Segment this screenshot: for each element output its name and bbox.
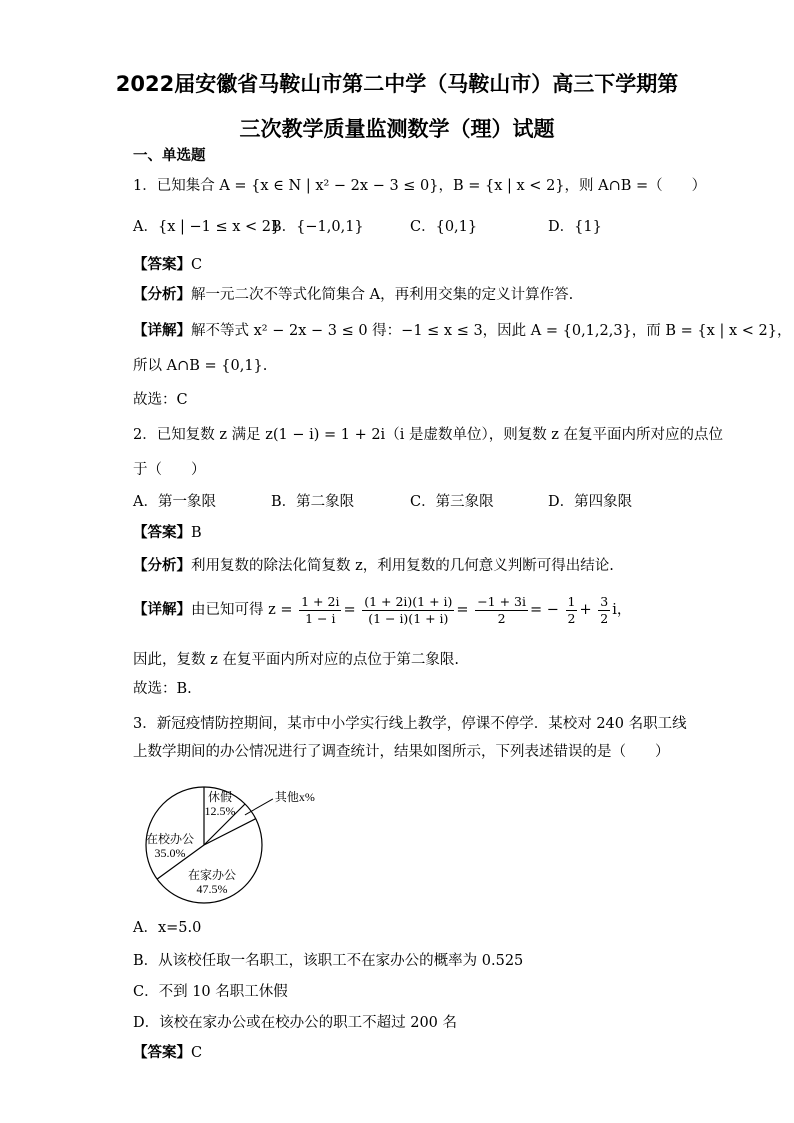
- q2-choose: 故选：B.: [133, 681, 192, 697]
- fraction-3: $\frac{-1 + 3i}{2}$: [477, 593, 526, 626]
- analysis-text: 解一元二次不等式化简集合 A，再利用交集的定义计算作答.: [191, 287, 574, 303]
- q3-stem-line2: 上数学期间的办公情况进行了调查统计，结果如图所示，下列表述错误的是（ ）: [133, 744, 670, 760]
- fraction-5: $\frac{3}{2}$: [600, 593, 609, 626]
- answer-tag: 【答案】: [133, 257, 191, 273]
- analysis-tag: 【分析】: [133, 287, 191, 303]
- fraction-2: $\frac{(1 + 2i)(1 + i)}{(1 - i)(1 + i)}$: [364, 593, 453, 626]
- pie-slice-boundary-2: [204, 819, 256, 845]
- office-pie-chart: [140, 765, 320, 915]
- pie-slice-name: 在家办公: [187, 868, 237, 882]
- q2-detail-line2: 因此，复数 z 在复平面内所对应的点位于第二象限.: [133, 652, 459, 668]
- q3-option-b: B．从该校任取一名职工，该职工不在家办公的概率为 0.525: [133, 953, 524, 969]
- q1-analysis: [133, 285, 573, 305]
- q3-answer: [133, 1043, 202, 1063]
- q2-stem-line2: 于（ ）: [133, 462, 206, 478]
- q3-option-c: C．不到 10 名职工休假: [133, 984, 288, 1000]
- q1-choose: 故选：C: [133, 392, 188, 408]
- q1-detail-line2: 所以 A∩B = {0,1}.: [133, 358, 268, 374]
- q2-analysis: [133, 556, 614, 576]
- fraction-1: $\frac{1 + 2i}{1 - i}$: [301, 593, 340, 626]
- pie-slice-name: 其他x%: [274, 789, 315, 804]
- q2-option-d: D．第四象限: [548, 494, 633, 510]
- answer-value: C: [191, 1045, 203, 1061]
- pie-slice-value: 12.5%: [204, 804, 236, 818]
- section-heading: 一、单选题: [133, 148, 206, 164]
- q3-stem-line1: 3．新冠疫情防控期间，某市中小学实行线上教学，停课不停学．某校对 240 名职工线: [133, 716, 687, 732]
- q1-stem: 1．已知集合 A = {x ∈ N | x² − 2x − 3 ≤ 0}，B = {x | x < 2}，则 A∩B =（ ）: [133, 178, 707, 194]
- doc-title-line1: 2022届安徽省马鞍山市第二中学（马鞍山市）高三下学期第: [115, 72, 679, 96]
- q1-option-c: C．{0,1}: [410, 219, 478, 235]
- q2-detail: 【详解】由已知可得 z = $\frac{1 + 2i}{1 - i}$ = $\frac{(1 + 2i)(1 + i)}{(1 - i)(1 + i)}$ = $\frac{-1 + 3i}{2}$ = − $\frac{1}{2}$ + $\frac{3}{2}$ i，: [133, 593, 632, 626]
- q1-option-b: B．{−1,0,1}: [271, 219, 364, 235]
- detail-text: 解不等式 x² − 2x − 3 ≤ 0 得：−1 ≤ x ≤ 3，因此 A = {0,1,2,3}，而 B = {x | x < 2}，: [191, 323, 792, 339]
- detail-tag: 【详解】: [133, 602, 191, 618]
- q3-option-d: D．该校在家办公或在校办公的职工不超过 200 名: [133, 1015, 458, 1031]
- q1-answer: [133, 255, 202, 275]
- answer-value: C: [191, 257, 203, 273]
- pie-callout-line: [245, 799, 273, 815]
- q2-option-b: B．第二象限: [271, 494, 355, 510]
- answer-tag: 【答案】: [133, 1045, 191, 1061]
- q1-detail: [133, 321, 791, 341]
- pie-slice-name: 休假: [207, 790, 233, 804]
- answer-value: B: [191, 525, 202, 541]
- answer-tag: 【答案】: [133, 525, 191, 541]
- fraction-4: $\frac{1}{2}$: [567, 593, 576, 626]
- q2-option-c: C．第三象限: [410, 494, 494, 510]
- doc-title-line2: 三次教学质量监测数学（理）试题: [239, 117, 555, 141]
- pie-slice-name: 在校办公: [145, 832, 195, 846]
- analysis-text: 利用复数的除法化简复数 z，利用复数的几何意义判断可得出结论.: [191, 558, 614, 574]
- q1-option-a: A．{x | −1 ≤ x < 2}: [133, 219, 281, 235]
- detail-tag: 【详解】: [133, 323, 191, 339]
- q2-stem-line1: 2．已知复数 z 满足 z(1 − i) = 1 + 2i（i 是虚数单位），则复数 z 在复平面内所对应的点位: [133, 427, 724, 443]
- q2-option-a: A．第一象限: [133, 494, 216, 510]
- analysis-tag: 【分析】: [133, 558, 191, 574]
- pie-slice-value: 35.0%: [154, 846, 186, 860]
- q1-option-d: D．{1}: [548, 219, 602, 235]
- detail-prefix: 由已知可得 z =: [191, 602, 293, 618]
- q2-answer: [133, 523, 202, 543]
- q3-option-a: A．x=5.0: [133, 920, 202, 936]
- pie-slice-value: 47.5%: [196, 882, 228, 896]
